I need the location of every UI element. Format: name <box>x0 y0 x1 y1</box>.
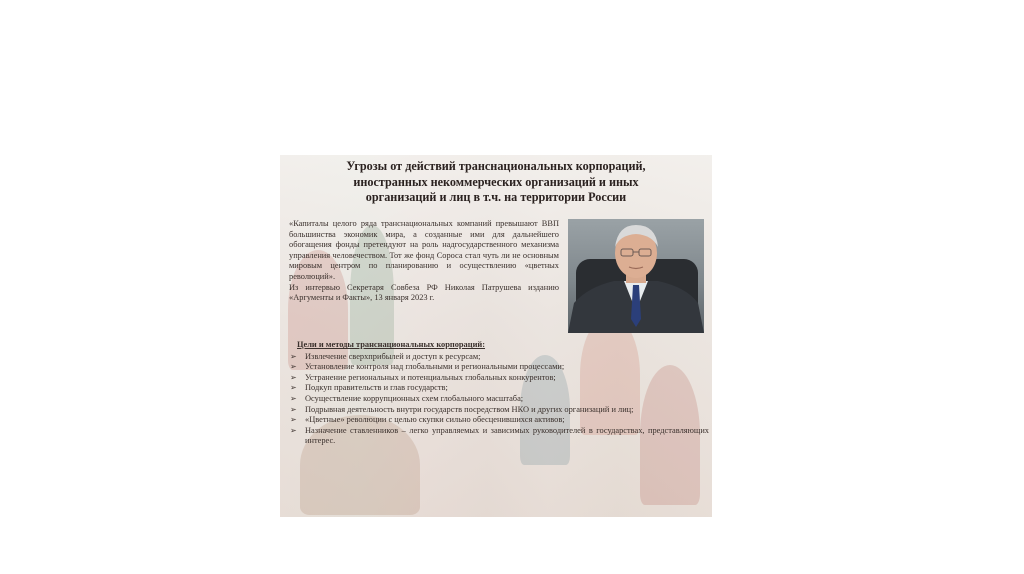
arrow-bullet-icon: ➢ <box>290 372 297 382</box>
portrait-photo <box>568 219 704 333</box>
list-item-text: Установление контроля над глобальными и региональными процессами; <box>305 362 565 372</box>
list-item <box>289 373 709 384</box>
list-item <box>289 394 709 405</box>
slide-title <box>300 159 692 206</box>
methods-list <box>289 352 709 447</box>
arrow-bullet-icon: ➢ <box>290 351 297 361</box>
quote-source: Из интервью Секретаря Совбеза РФ Николая Патрушева изданию «Аргументы и Факты», 13 января 2023 г. <box>289 282 559 303</box>
list-item-text: Назначение ставленников – легко управляемых и зависимых руководителей в государствах, представляющих интерес. <box>305 425 709 446</box>
slide-title-line: организаций и лиц в т.ч. на территории России <box>365 190 627 204</box>
methods-section <box>289 340 709 447</box>
arrow-bullet-icon: ➢ <box>290 393 297 403</box>
list-item <box>289 405 709 416</box>
quote-block <box>289 219 559 304</box>
slide-image <box>280 155 712 517</box>
list-item <box>289 352 709 363</box>
list-item <box>289 362 709 373</box>
arrow-bullet-icon: ➢ <box>290 404 297 414</box>
list-item <box>289 426 709 447</box>
list-item <box>289 383 709 394</box>
list-item-text: «Цветные» революции с целью скупки сильно обесценившихся активов; <box>305 415 565 425</box>
list-item-text: Подрывная деятельность внутри государств посредством НКО и других организаций и лиц; <box>305 404 634 414</box>
list-item-text: Устранение региональных и потенциальных глобальных конкурентов; <box>305 372 556 382</box>
arrow-bullet-icon: ➢ <box>290 425 297 435</box>
slide-title-line: Угрозы от действий транснациональных корпораций, <box>346 159 646 173</box>
arrow-bullet-icon: ➢ <box>290 362 297 372</box>
slide-title-line: иностранных некоммерческих организаций и иных <box>353 174 639 189</box>
methods-heading: Цели и методы транснациональных корпораций: <box>297 340 486 349</box>
list-item <box>289 415 709 426</box>
quote-text: «Капиталы целого ряда транснациональных компаний превышают ВВП большинства экономик мира, а созданные ими для дальнейшего обогащения фонды претендуют на роль надгосударственного механизма управления человечеством. Тот же фонд Сороса стал чуть ли не основным мировым центром по планированию и осуществлению «цветных революций». <box>289 219 559 281</box>
list-item-text: Извлечение сверхприбылей и доступ к ресурсам; <box>305 351 481 361</box>
list-item-text: Осуществление коррупционных схем глобального масштаба; <box>305 393 524 403</box>
list-item-text: Подкуп правительств и глав государств; <box>305 383 448 393</box>
arrow-bullet-icon: ➢ <box>290 383 297 393</box>
portrait-illustration <box>568 219 704 333</box>
arrow-bullet-icon: ➢ <box>290 415 297 425</box>
